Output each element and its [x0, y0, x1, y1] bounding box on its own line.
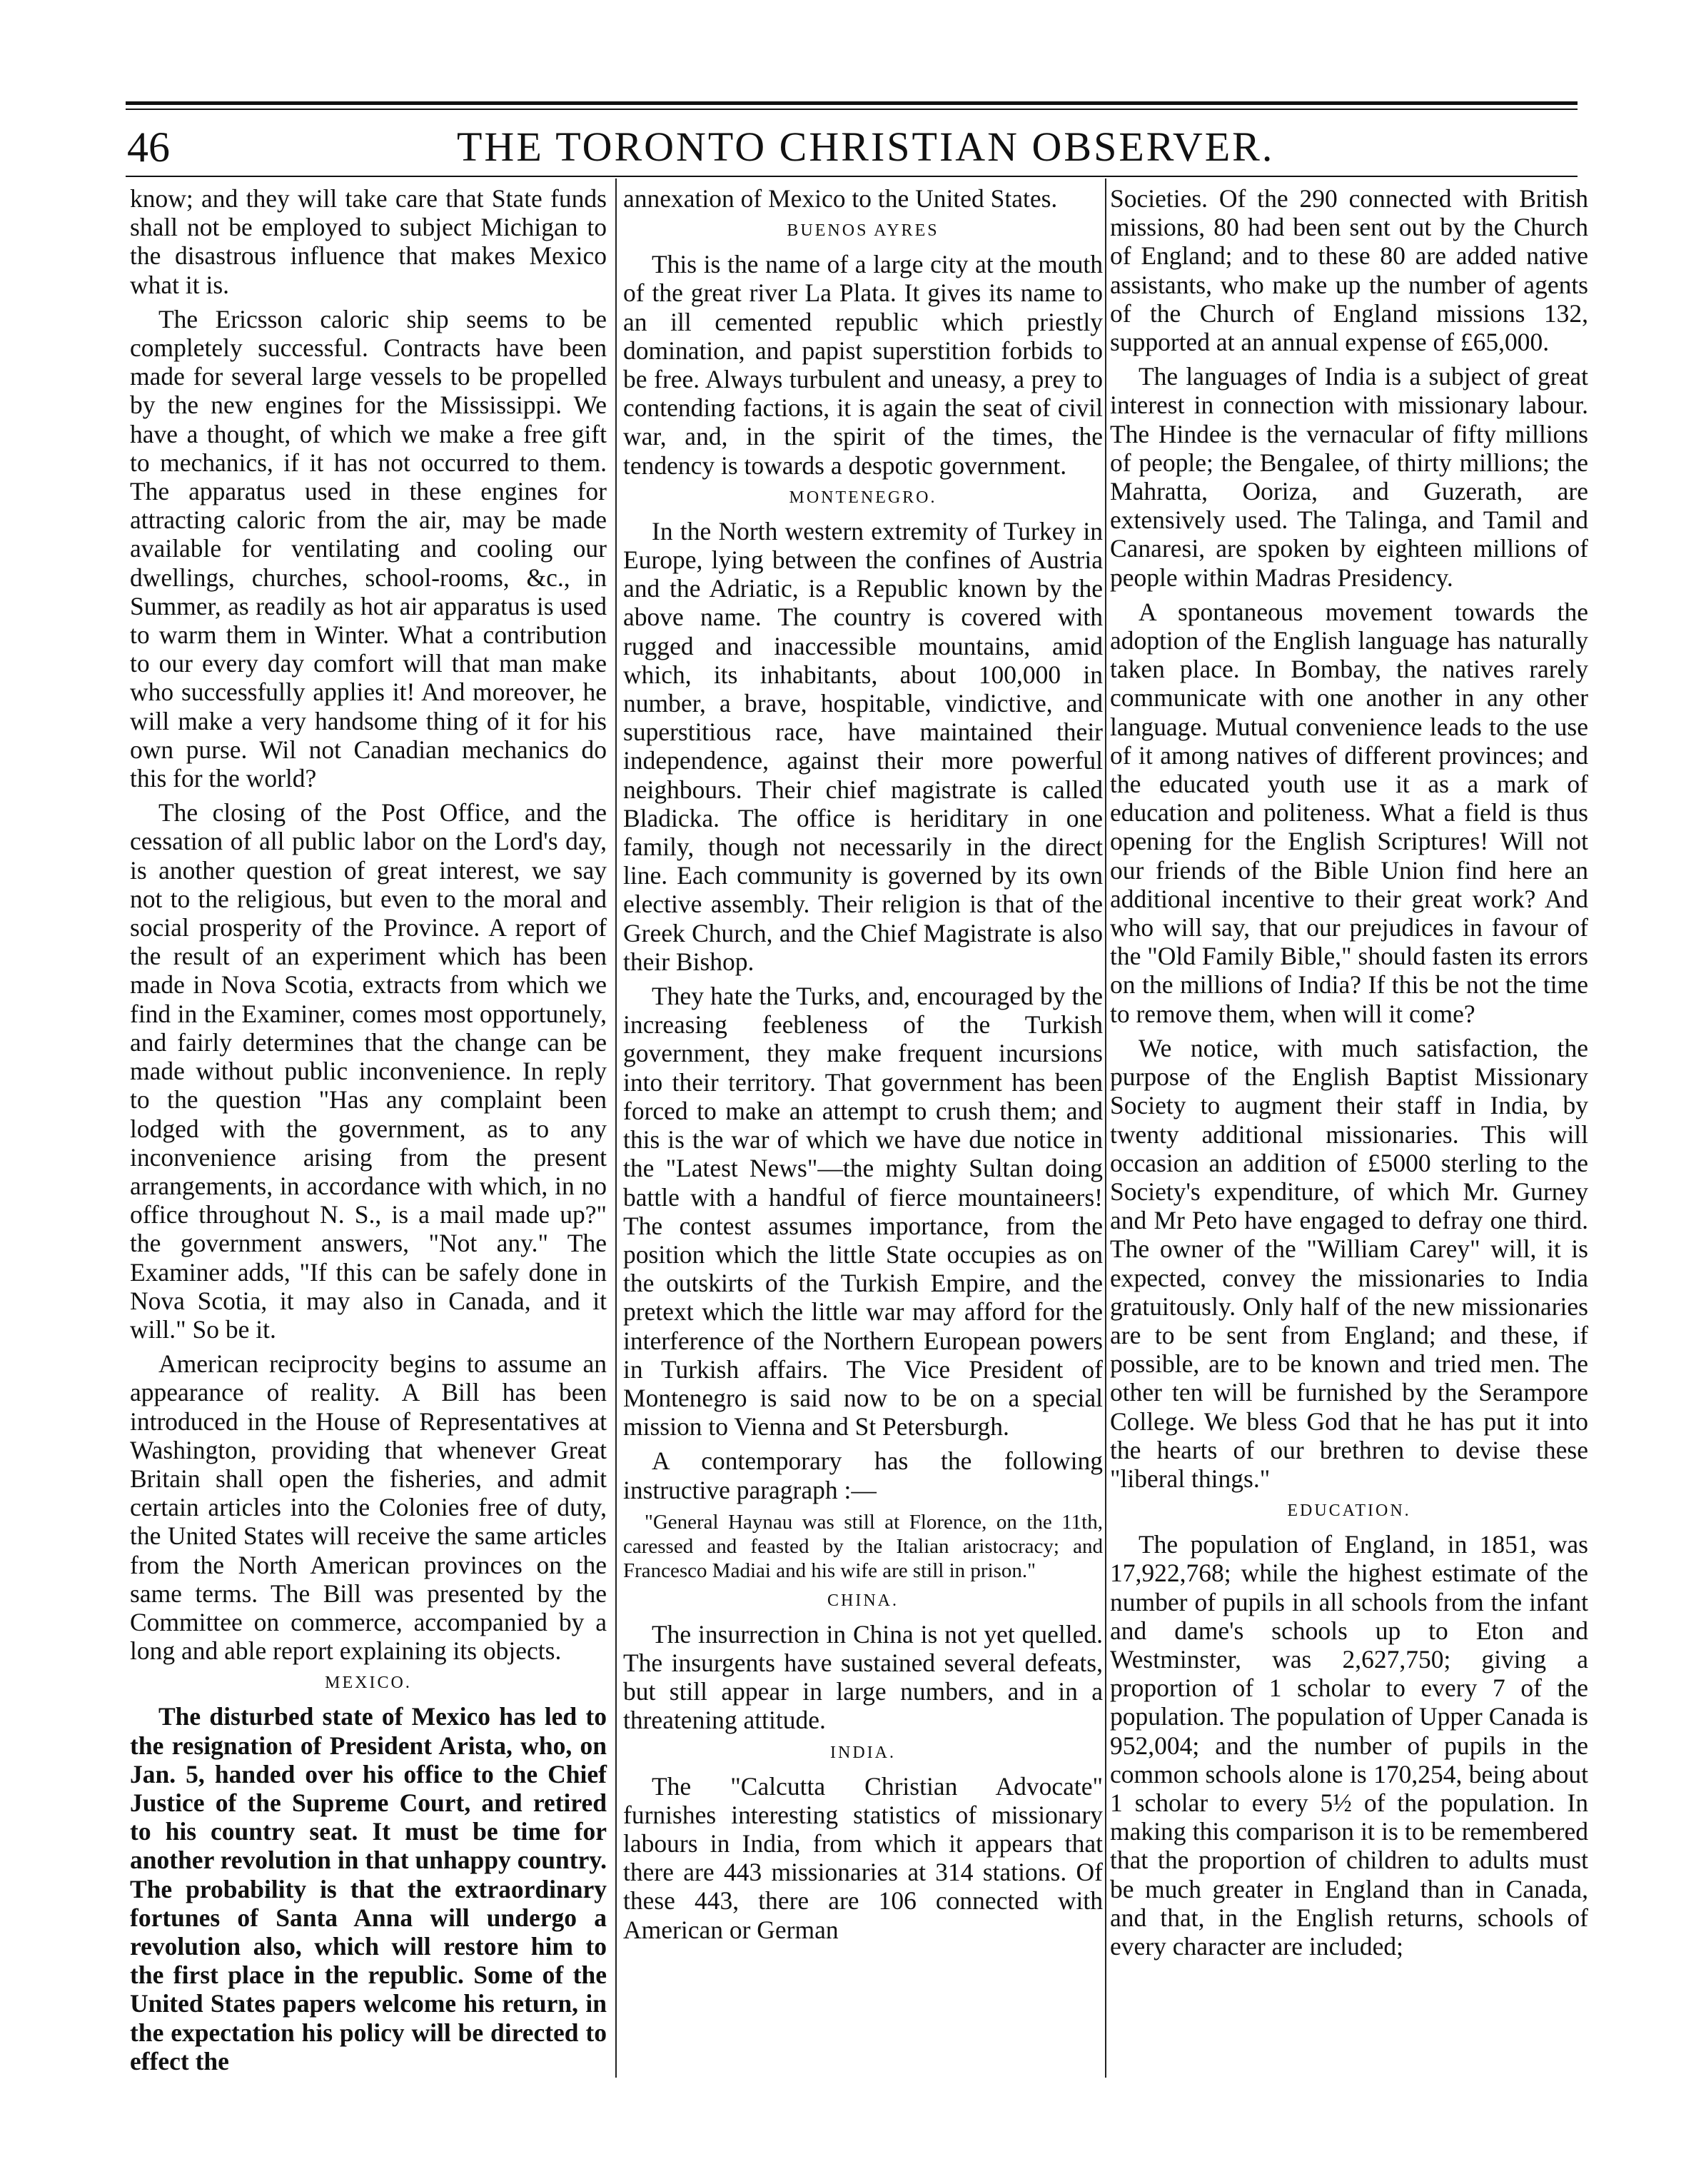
- paragraph-english-adoption: A spontaneous movement towards the adoption of the English language has naturally taken place. In Bombay, the natives rarely communicate with one another in any other language. Mutual convenience leads to the use of it among natives of different provinces; and the educated youth use it as a mark of education and politeness. What a field is thus opening for the English Scriptures! Will not our friends of the Bible Union find here an additional incentive to their great work? And who will say, that our prejudices in favour of the "Old Family Bible," should fasten its errors on the millions of India? If this be not the time to remove them, when will it come?: [1110, 597, 1588, 1028]
- quote-haynau: "General Haynau was still at Florence, on the 11th, caressed and feasted by the Italian aristocracy; and Francesco Madiai and his wife are still in prison.": [623, 1510, 1103, 1582]
- paragraph-contemporary: A contemporary has the following instructive paragraph :—: [623, 1446, 1103, 1504]
- paragraph-mexico: The disturbed state of Mexico has led to the resignation of President Arista, who, on Jan. 5, handed over his office to the Chief Justice of the Supreme Court, and retired to his country seat. It must be time for another revolution in that unhappy country. The probability is that the extraordinary fortunes of Santa Anna will undergo a revolution also, which will restore him to the first place in the republic. Some of the United States papers welcome his return, in the expectation his policy will be directed to effect the: [130, 1702, 607, 2075]
- paragraph-reciprocity: American reciprocity begins to assume an appearance of reality. A Bill has been introduced in the House of Representatives at Washington, providing that whenever Great Britain shall open the fisheries, and admit certain articles into the Colonies free of duty, the United States will receive the same articles from the North American provinces on the same terms. The Bill was presented by the Committee on commerce, accompanied by a long and able report explaining its objects.: [130, 1349, 607, 1666]
- heading-india: INDIA.: [830, 1743, 896, 1762]
- heading-montenegro: MONTENEGRO.: [789, 488, 937, 507]
- paragraph-ericsson: The Ericsson caloric ship seems to be completely successful. Contracts have been made for several large vessels to be propelled by the new engines for the Mississippi. We have a thought, of which we make a free gift to mechanics, if it has not occurred to them. The apparatus used in these engines for attracting caloric from the air, may be made available for ventilating and cooling our dwellings, churches, school-rooms, &c., in Summer, as readily as hot air apparatus is used to warm them in Winter. What a contribution to our every day comfort will that man make who successfully applies it! And moreover, he will make a very handsome thing of it for his own purse. Wil not Canadian mechanics do this for the world?: [130, 304, 607, 793]
- masthead-title: THE TORONTO CHRISTIAN OBSERVER.: [457, 124, 1275, 170]
- paragraph-michigan: know; and they will take care that State funds shall not be employed to subject Michigan to the disastrous influence that makes Mexico what it is.: [130, 184, 607, 299]
- heading-mexico: MEXICO.: [325, 1674, 412, 1693]
- column-divider-1: [615, 178, 617, 2078]
- paragraph-turks: They hate the Turks, and, encouraged by the increasing feebleness of the Turkish government, they make frequent incursions into their territory. That government has been forced to make an attempt to crush them; and this is the war of which we have due notice in the "Latest News"—the mighty Sultan doing battle with a handful of fierce mountaineers! The contest assumes importance, from the position which the little State occupies as on the outskirts of the Turkish Empire, and the pretext which the little war may afford for the interference of the Northern European powers in Turkish affairs. The Vice President of Montenegro is said now to be on a special mission to Vienna and St Petersburgh.: [623, 982, 1103, 1441]
- paragraph-post-office: The closing of the Post Office, and the cessation of all public labor on the Lord's day, is another question of great interest, we say not to the religious, but even to the moral and social prosperity of the Province. A report of the result of an experiment which has been made in Nova Scotia, extracts from which we find in the Examiner, comes most opportunely, and fairly determines that the change can be made without public inconvenience. In reply to the question "Has any complaint been lodged with the government, as to any inconvenience arising from the present arrangements, in accordance with which, in no office throughout N. S., is a mail made up?" the government answers, "Not any." The Examiner adds, "If this can be safely done in Nova Scotia, it may also in Canada, and it will." So be it.: [130, 798, 607, 1344]
- paragraph-india: The "Calcutta Christian Advocate" furnishes interesting statistics of missionary labours in India, from which it appears that there are 443 missionaries at 314 stations. Of these 443, there are 106 connected with American or German: [623, 1771, 1103, 1944]
- top-rule: [126, 101, 1578, 105]
- paragraph-annexation: annexation of Mexico to the United States.: [623, 184, 1058, 213]
- paragraph-education: The population of England, in 1851, was 17,922,768; while the highest estimate of the number of pupils in all schools from the infant and dame's schools up to Eton and Westminster, was 2,627,750; giving a proportion of 1 scholar to every 7 of the population. The population of Upper Canada is 952,004; and the number of pupils in the common schools alone is 170,254, being about 1 scholar to every 5½ of the population. In making this comparison it is to be remembered that the proportion of children to adults must be much greater in England than in Canada, and that, in the English returns, schools of every character are included;: [1110, 1530, 1588, 1961]
- column-2: [623, 184, 1103, 1950]
- top-rule-thin: [126, 109, 1578, 110]
- paragraph-china: The insurrection in China is not yet quelled. The insurgents have sustained several defeats, but still appear in large numbers, and in a threatening attitude.: [623, 1619, 1103, 1735]
- paragraph-montenegro: In the North western extremity of Turkey in Europe, lying between the confines of Austria and the Adriatic, is a Republic known by the above name. The country is covered with rugged and inaccessible mountains, amid which, its inhabitants, about 100,000 in number, a brave, hospitable, vindictive, and superstitious race, have maintained their independence, against their more powerful neighbours. Their chief magistrate is called Bladicka. The office is heriditary in one family, though not necessarily in the direct line. Each community is governed by its own elective assembly. Their religion is that of the Greek Church, and the Chief Magistrate is also their Bishop.: [623, 516, 1103, 976]
- heading-buenos-ayres: BUENOS AYRES: [787, 221, 939, 241]
- paragraph-societies: Societies. Of the 290 connected with British missions, 80 had been sent out by the Church of England; and to these 80 are added native assistants, who make up the number of agents of the Church of England missions 132, supported at an annual expense of £65,000.: [1110, 184, 1588, 357]
- column-divider-2: [1105, 178, 1106, 2078]
- column-1: [130, 184, 607, 2081]
- paragraph-baptist-society: We notice, with much satisfaction, the purpose of the English Baptist Missionary Society to augment their staff in India, by twenty additional missionaries. This will occasion an addition of £5000 sterling to the Society's expenditure, of which Mr. Gurney and Mr Peto have engaged to defray one third. The owner of the "William Carey" will, it is expected, convey the missionaries to India gratuitously. Only half of the new missionaries are to be sent from England; and these, if possible, are to be known and tried men. The other ten will be furnished by the Serampore College. We bless God that he has put it into the hearts of our brethren to devise these "liberal things.": [1110, 1033, 1588, 1493]
- heading-china: CHINA.: [827, 1591, 899, 1610]
- paragraph-languages: The languages of India is a subject of great interest in connection with missionary labour. The Hindee is the vernacular of fifty millions of people; the Bengalee, of thirty millions; the Mahratta, Ooriza, and Guzerath, are extensively used. The Talinga, and Tamil and Canaresi, are spoken by eighteen millions of people within Madras Presidency.: [1110, 362, 1588, 592]
- heading-education: EDUCATION.: [1287, 1501, 1411, 1521]
- page-number: 46: [127, 124, 170, 171]
- column-3: [1110, 184, 1588, 1966]
- paragraph-buenos-ayres: This is the name of a large city at the mouth of the great river La Plata. It gives its name to an ill cemented republic which priestly domination, and papist superstition forbids to be free. Always turbulent and uneasy, a prey to contending factions, it is again the seat of civil war, and, in the spirit of the times, the tendency is towards a despotic government.: [623, 250, 1103, 480]
- header-rule: [126, 176, 1578, 177]
